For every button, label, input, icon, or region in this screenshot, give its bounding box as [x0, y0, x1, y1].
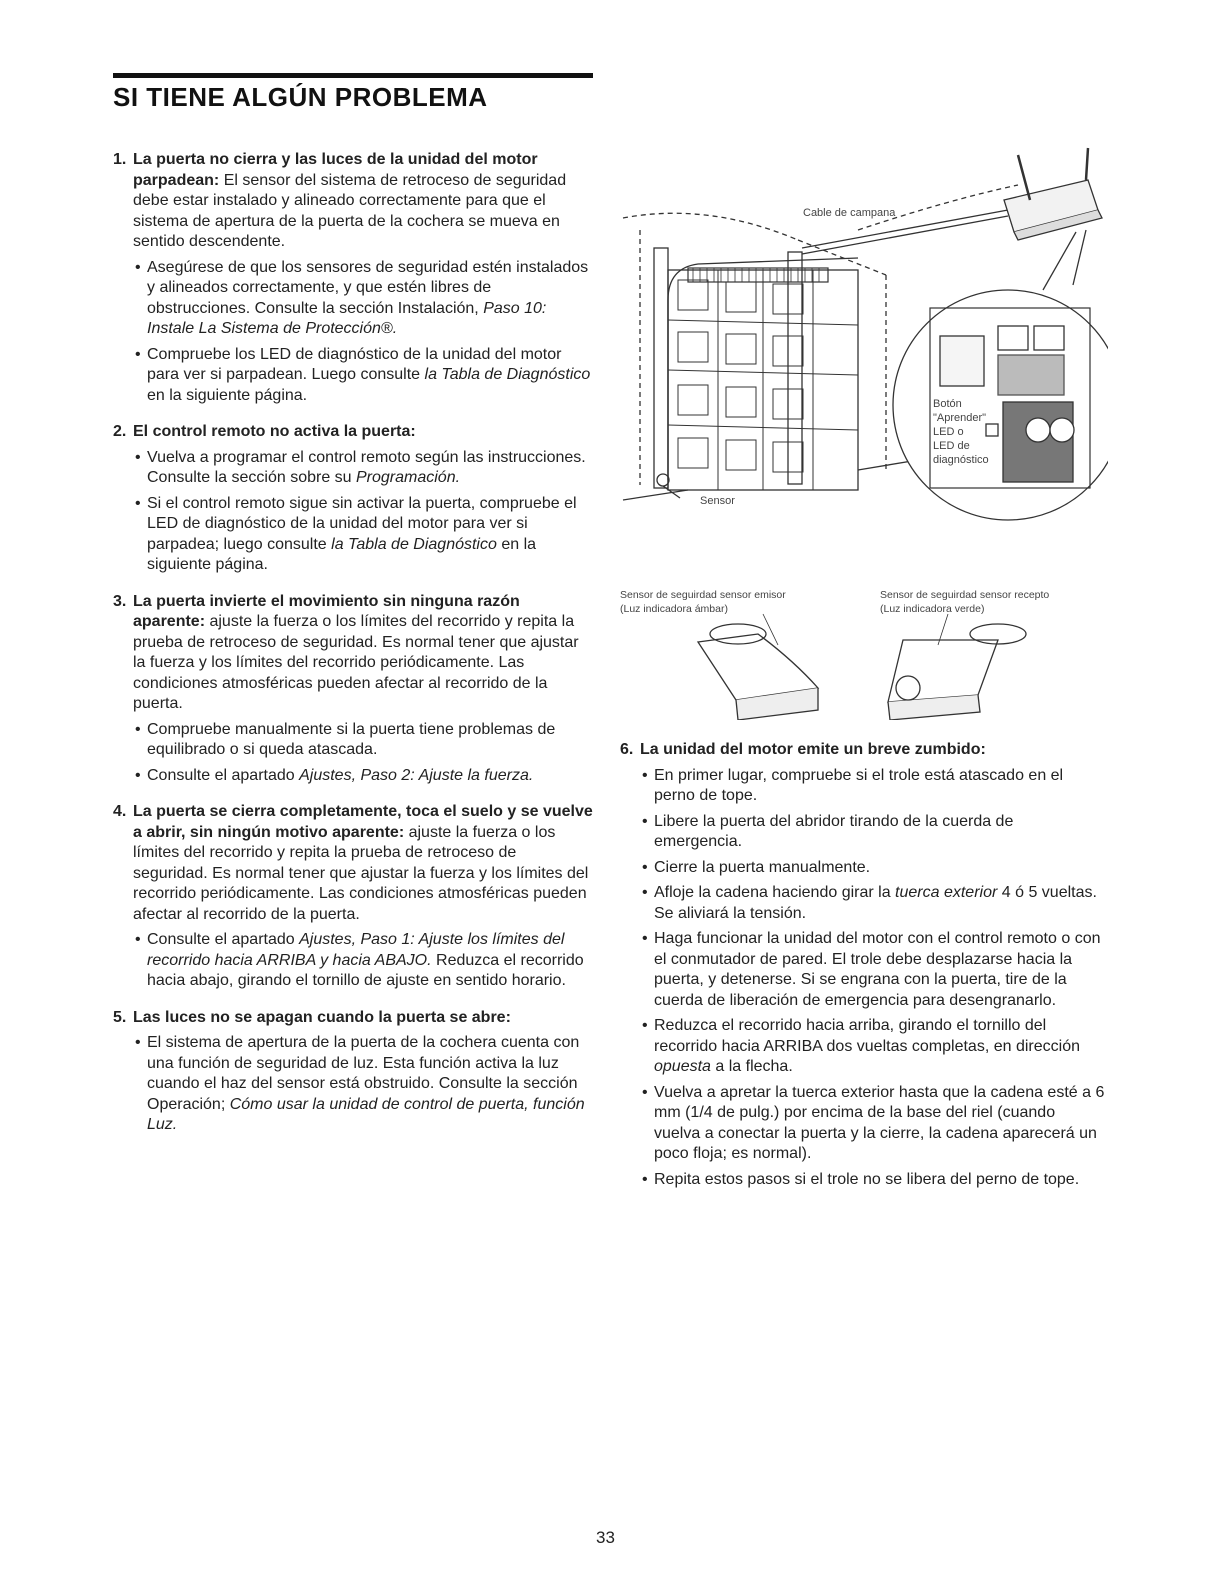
problem-item-4 — [113, 802, 595, 992]
cable-label: Cable de campana — [803, 207, 896, 219]
bullet-list — [113, 720, 595, 787]
sensor-label: Sensor — [700, 495, 735, 507]
problem-item-5 — [113, 1008, 595, 1136]
svg-text:Botón: Botón — [933, 398, 962, 410]
title-rule — [113, 73, 593, 78]
item-number: 4. — [113, 803, 127, 820]
problem-item-6 — [620, 740, 1105, 1190]
list-item: • Vuelva a programar el control remoto según las instrucciones. Consulte la sección sobre su Programación. — [135, 448, 586, 486]
item-number: 6. — [620, 741, 634, 758]
bullet-list — [113, 1033, 595, 1136]
left-column — [113, 150, 595, 1152]
list-item: • Afloje la cadena haciendo girar la tuerca exterior 4 ó 5 vueltas. Se aliviará la tensión. — [642, 884, 1097, 922]
page-number: 33 — [596, 1528, 615, 1547]
item-heading: Las luces no se apagan cuando la puerta se abre: — [133, 1008, 511, 1026]
list-item: • Consulte el apartado Ajustes, Paso 1: Ajuste los límites del recorrido hacia ARRIBA y hacia ABAJO. Reduzca el recorrido hacia abajo, girando el tornillo de ajuste en sentido horario. — [135, 931, 584, 989]
svg-text:LED o: LED o — [933, 426, 964, 438]
problem-item-3 — [113, 592, 595, 787]
svg-text:diagnóstico: diagnóstico — [933, 454, 989, 466]
list-item: • Consulte el apartado Ajustes, Paso 2: Ajuste la fuerza. — [135, 766, 534, 784]
list-item: • Repita estos pasos si el trole no se libera del perno de tope. — [642, 1170, 1080, 1188]
list-item: • Compruebe los LED de diagnóstico de la unidad del motor para ver si parpadean. Luego consulte la Tabla de Diagnóstico en la siguiente página. — [135, 345, 591, 404]
bullet-list — [113, 258, 595, 407]
item-number: 1. — [113, 151, 127, 168]
right-column — [620, 740, 1105, 1206]
item-heading: La unidad del motor emite un breve zumbido: — [640, 741, 986, 758]
bullet-list — [620, 766, 1105, 1191]
svg-text:LED de: LED de — [933, 440, 970, 452]
sender-sensor-label: Sensor de seguirdad sensor emisor — [620, 589, 786, 601]
item-heading: La puerta no cierra y las luces de la unidad del motor parpadean: — [133, 151, 538, 189]
svg-text:"Aprender": "Aprender" — [933, 412, 987, 424]
item-text: ajuste la fuerza o los límites del recorrido y repita la prueba de retroceso de seguridad. Es normal tener que ajustar la fuerza y los límites del recorrido periódicamente. Las condiciones atmosféricas pueden afectar al recorrido de la puerta. — [133, 823, 589, 923]
receiver-sensor-label: Sensor de seguirdad sensor recepto — [880, 589, 1050, 601]
item-number: 3. — [113, 592, 127, 610]
item-number: 2. — [113, 423, 127, 440]
list-item: • Asegúrese de que los sensores de seguridad estén instalados y alineados correctamente, y que estén libres de obstrucciones. Consulte la sección Instalación, Paso 10: Instale La Sistema de Protección®. — [135, 258, 589, 337]
list-item: • Vuelva a apretar la tuerca exterior hasta que la cadena esté a 6 mm (1/4 de pulg.) por encima de la base del riel (cuando vuelva a conectar la puerta y la cierre, la cadena aparecerá un poco floja; es normal). — [642, 1083, 1105, 1162]
item-heading: El control remoto no activa la puerta: — [133, 423, 416, 440]
problem-item-2 — [113, 422, 595, 576]
bullet-list — [113, 930, 595, 992]
list-item: • El sistema de apertura de la puerta de la cochera cuenta con una función de seguridad de luz. Esta función activa la luz cuando el haz del sensor está obstruido. Consulte la sección Operación; Cómo usar la unidad de control de puerta, función Luz. — [135, 1034, 585, 1133]
list-item: • Compruebe manualmente si la puerta tiene problemas de equilibrado o si queda atascada. — [135, 720, 556, 758]
list-item: • En primer lugar, compruebe si el trole está atascado en el perno de tope. — [642, 766, 1064, 804]
item-number: 5. — [113, 1008, 127, 1026]
problem-item-1 — [113, 150, 595, 406]
receiver-light-label: (Luz indicadora verde) — [880, 603, 985, 615]
item-text: El sensor del sistema de retroceso de seguridad debe estar instalado y alineado correctamente para que el sistema de apertura de la puerta de la cochera se mueva en sentido descendente. — [133, 171, 567, 250]
item-heading: La puerta se cierra completamente, toca el suelo y se vuelve a abrir, sin ningún motivo aparente: — [133, 803, 593, 841]
item-heading: La puerta invierte el movimiento sin ninguna razón aparente: — [133, 592, 520, 630]
sender-light-label: (Luz indicadora ámbar) — [620, 603, 728, 615]
list-item: • Libere la puerta del abridor tirando de la cuerda de emergencia. — [642, 812, 1014, 850]
list-item: • Haga funcionar la unidad del motor con el control remoto o con el conmutador de pared. El trole debe desplazarse hacia la puerta, y detenerse. Si se engrana con la puerta, tire de la cuerda de liberación de emergencia para desengranarlo. — [642, 930, 1101, 1009]
list-item: • Si el control remoto sigue sin activar la puerta, compruebe el LED de diagnóstico de la unidad del motor para ver si parpadea; luego consulte la Tabla de Diagnóstico en la siguiente página. — [135, 494, 577, 573]
garage-door-illustration — [618, 140, 1108, 720]
list-item: • Reduzca el recorrido hacia arriba, girando el tornillo del recorrido hacia ARRIBA dos vueltas completas, en dirección opuesta a la flecha. — [642, 1017, 1080, 1075]
bullet-list — [113, 448, 595, 576]
page-title: SI TIENE ALGÚN PROBLEMA — [113, 82, 488, 112]
list-item: • Cierre la puerta manualmente. — [642, 858, 871, 876]
item-text: ajuste la fuerza o los límites del recorrido y repita la prueba de retroceso de seguridad. Es normal tener que ajustar la fuerza y los límites del recorrido periódicamente. Las condiciones atmosféricas pueden afectar al recorrido de la puerta. — [133, 613, 579, 712]
